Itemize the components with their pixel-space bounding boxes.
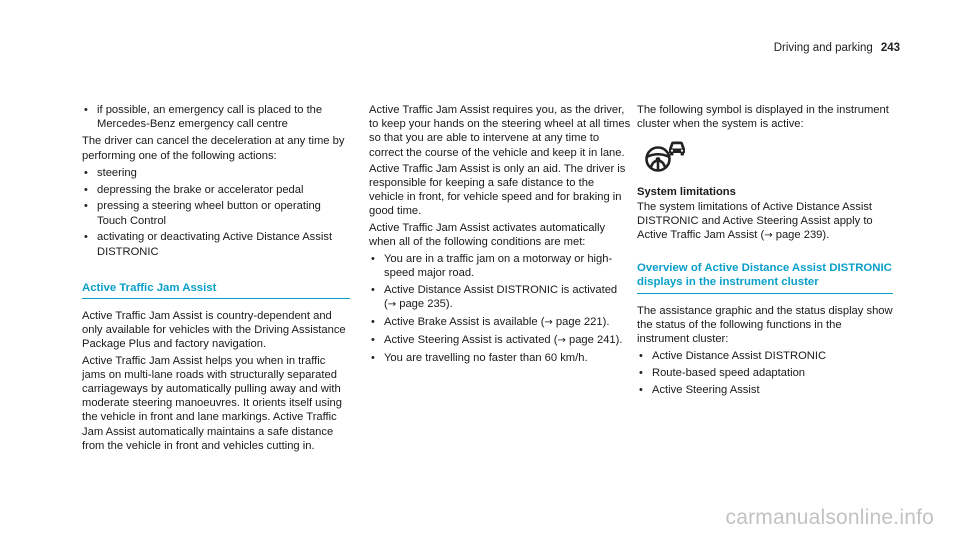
list-item: • pressing a steering wheel button or operating Touch Control [82, 199, 350, 227]
paragraph [637, 200, 893, 244]
condition-text: Active Brake Assist is available ( [384, 316, 545, 329]
paragraph: The assistance graphic and the status display show the status of the following functions in the instrument cluster: [637, 304, 893, 346]
page-reference-link[interactable]: page 239 [775, 229, 823, 242]
condition-text: Active Distance Assist DISTRONIC is activated ( [384, 284, 618, 311]
list-item: • depressing the brake or accelerator pedal [82, 183, 350, 197]
section-title-distronic-displays: Overview of Active Distance Assist DISTRONIC displays in the instrument cluster [637, 261, 893, 293]
condition-text: Active Steering Assist is activated ( [384, 333, 558, 346]
list-item: • activating or deactivating Active Distance Assist DISTRONIC [82, 230, 350, 258]
list-item: • Route-based speed adaptation [637, 366, 893, 380]
functions-list [637, 349, 893, 397]
list-item [369, 283, 631, 312]
conditions-list [369, 252, 631, 365]
page-reference-link[interactable]: page 221 [555, 316, 603, 329]
watermark: carmanualsonline.info [725, 505, 934, 529]
limitations-text: ). [822, 229, 830, 242]
list-item [369, 315, 631, 330]
paragraph: Active Traffic Jam Assist is country-dependent and only available for vehicles with the Driving Assistance Package Plus and factory navigation. [82, 310, 346, 351]
condition-text: ). [615, 333, 623, 346]
section-name: Driving and parking [773, 42, 873, 54]
condition-text: ). [602, 316, 610, 329]
column-left [82, 103, 350, 453]
system-limitations-heading: System limitations [637, 186, 736, 199]
arrow-right-icon: → [544, 317, 553, 329]
list-item: • Active Distance Assist DISTRONIC [637, 349, 893, 363]
list-item: • You are in a traffic jam on a motorway or high-speed major road. [369, 252, 631, 280]
condition-text: ). [445, 298, 453, 311]
arrow-right-icon: → [557, 334, 566, 346]
paragraph: Active Traffic Jam Assist requires you, as the driver, to keep your hands on the steering wheel at all times so that you are able to intervene at any time to correct the course of the vehicle and keep it in lane. [369, 104, 631, 159]
symbol-intro: The following symbol is displayed in the instrument cluster when the system is active: [637, 104, 889, 131]
page-number: 243 [880, 42, 900, 54]
page-reference-link[interactable]: page 241 [568, 333, 616, 346]
paragraph: Active Traffic Jam Assist is only an aid. The driver is responsible for keeping a safe distance to the vehicle in front, for vehicle speed and for braking in good time. [369, 162, 626, 218]
emergency-bullet-list [82, 103, 350, 131]
section-title-traffic-jam-assist: Active Traffic Jam Assist [82, 281, 350, 299]
arrow-right-icon: → [764, 230, 773, 242]
list-item: • Active Steering Assist [637, 383, 893, 397]
paragraph: Active Traffic Jam Assist helps you when in traffic jams on multi-lane roads with structurally separated carriageways by automatically pulling away and with moderate steering manoeuvres. It orients itself using the vehicle in front and lane markings. Active Traffic Jam Assist automatically maintains a safe distance from the vehicle in front and vehicles cutting in. [82, 354, 342, 452]
list-item: • steering [82, 166, 350, 180]
column-right [637, 103, 893, 400]
page-header [774, 41, 900, 55]
column-middle [369, 103, 631, 367]
list-item [369, 333, 631, 348]
traffic-jam-assist-steering-wheel-icon [643, 139, 687, 173]
list-item: • if possible, an emergency call is placed to the Mercedes-Benz emergency call centre [82, 103, 350, 131]
arrow-right-icon: → [387, 299, 397, 311]
limitations-text: The system limitations of Active Distance Assist DISTRONIC and Active Steering Assist apply to Active Traffic Jam Assist ( [637, 200, 873, 242]
cancel-intro: The driver can cancel the deceleration at any time by performing one of the following actions: [82, 135, 345, 162]
paragraph: Active Traffic Jam Assist activates automatically when all of the following conditions are met: [369, 221, 606, 248]
list-item: • You are travelling no faster than 60 km/h. [369, 351, 631, 365]
page-reference-link[interactable]: page 235 [399, 298, 446, 311]
cancel-actions-list [82, 166, 350, 259]
